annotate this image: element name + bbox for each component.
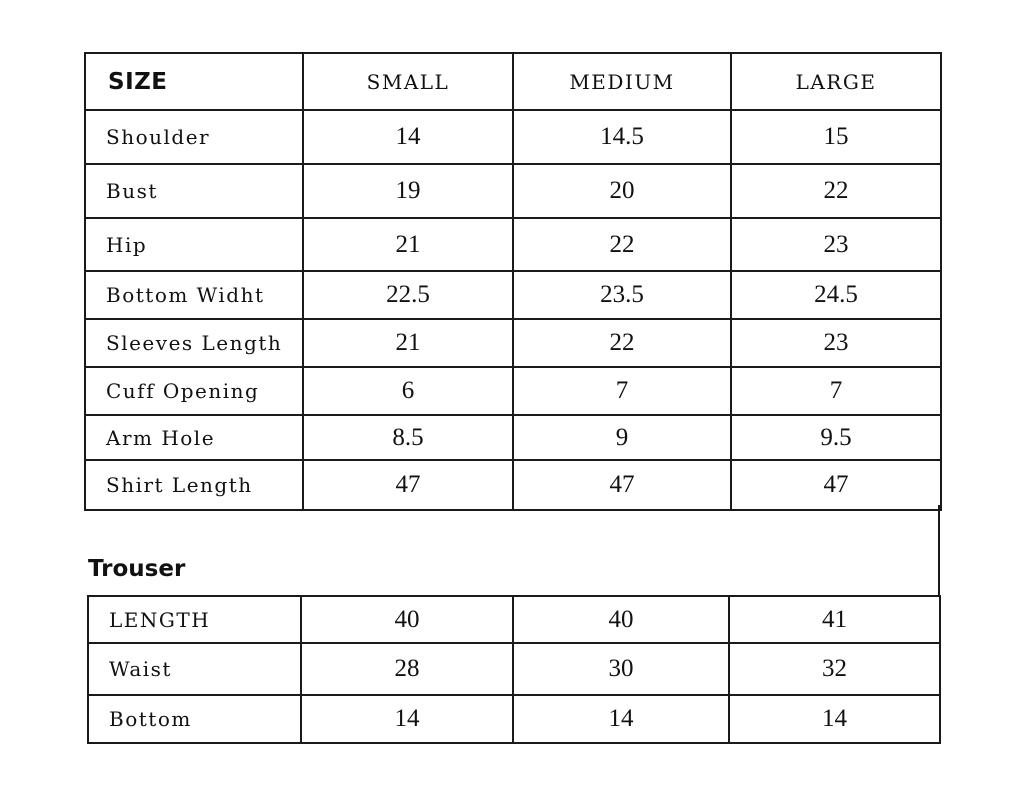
row-label: Cuff Opening bbox=[85, 367, 303, 415]
cell-medium: 23.5 bbox=[513, 271, 731, 319]
cell-small: 47 bbox=[303, 460, 513, 510]
cell-small: 21 bbox=[303, 218, 513, 271]
cell-medium: 14.5 bbox=[513, 110, 731, 164]
column-header-large: LARGE bbox=[731, 53, 941, 110]
cell-medium: 47 bbox=[513, 460, 731, 510]
cell-small: 14 bbox=[303, 110, 513, 164]
cell-large: 7 bbox=[731, 367, 941, 415]
cell-large: 41 bbox=[729, 596, 940, 643]
cell-small: 40 bbox=[301, 596, 513, 643]
cell-medium: 20 bbox=[513, 164, 731, 218]
size-header-row bbox=[85, 53, 941, 110]
cell-small: 19 bbox=[303, 164, 513, 218]
cell-small: 14 bbox=[301, 695, 513, 743]
row-label: Sleeves Length bbox=[85, 319, 303, 367]
cell-small: 6 bbox=[303, 367, 513, 415]
table-row bbox=[85, 218, 941, 271]
column-header-small: SMALL bbox=[303, 53, 513, 110]
cell-large: 24.5 bbox=[731, 271, 941, 319]
cell-medium: 22 bbox=[513, 218, 731, 271]
row-label: Shirt Length bbox=[85, 460, 303, 510]
cell-large: 23 bbox=[731, 218, 941, 271]
trouser-table bbox=[87, 595, 941, 744]
row-label: Bottom bbox=[88, 695, 301, 743]
cell-medium: 14 bbox=[513, 695, 729, 743]
cell-medium: 30 bbox=[513, 643, 729, 695]
cell-small: 21 bbox=[303, 319, 513, 367]
cell-medium: 40 bbox=[513, 596, 729, 643]
cell-large: 32 bbox=[729, 643, 940, 695]
cell-large: 22 bbox=[731, 164, 941, 218]
table-row bbox=[85, 110, 941, 164]
row-label: Arm Hole bbox=[85, 415, 303, 460]
row-label: LENGTH bbox=[88, 596, 301, 643]
cell-small: 8.5 bbox=[303, 415, 513, 460]
cell-small: 28 bbox=[301, 643, 513, 695]
table-row bbox=[85, 319, 941, 367]
column-header-medium: MEDIUM bbox=[513, 53, 731, 110]
row-label: Bottom Widht bbox=[85, 271, 303, 319]
cell-large: 9.5 bbox=[731, 415, 941, 460]
cell-large: 15 bbox=[731, 110, 941, 164]
size-header-label: SIZE bbox=[85, 53, 303, 110]
cell-medium: 22 bbox=[513, 319, 731, 367]
table-row bbox=[85, 367, 941, 415]
table-row bbox=[85, 271, 941, 319]
cell-small: 22.5 bbox=[303, 271, 513, 319]
row-label: Bust bbox=[85, 164, 303, 218]
cell-large: 23 bbox=[731, 319, 941, 367]
table-row bbox=[85, 460, 941, 510]
row-label: Shoulder bbox=[85, 110, 303, 164]
size-chart-table bbox=[84, 52, 942, 511]
trouser-section-title: Trouser bbox=[88, 556, 186, 582]
row-label: Waist bbox=[88, 643, 301, 695]
table-row bbox=[85, 164, 941, 218]
cell-medium: 9 bbox=[513, 415, 731, 460]
cell-large: 14 bbox=[729, 695, 940, 743]
table-row bbox=[85, 415, 941, 460]
row-label: Hip bbox=[85, 218, 303, 271]
cell-large: 47 bbox=[731, 460, 941, 510]
table-row bbox=[88, 596, 940, 643]
cell-medium: 7 bbox=[513, 367, 731, 415]
table-row bbox=[88, 643, 940, 695]
right-border-line bbox=[938, 505, 940, 597]
table-row bbox=[88, 695, 940, 743]
